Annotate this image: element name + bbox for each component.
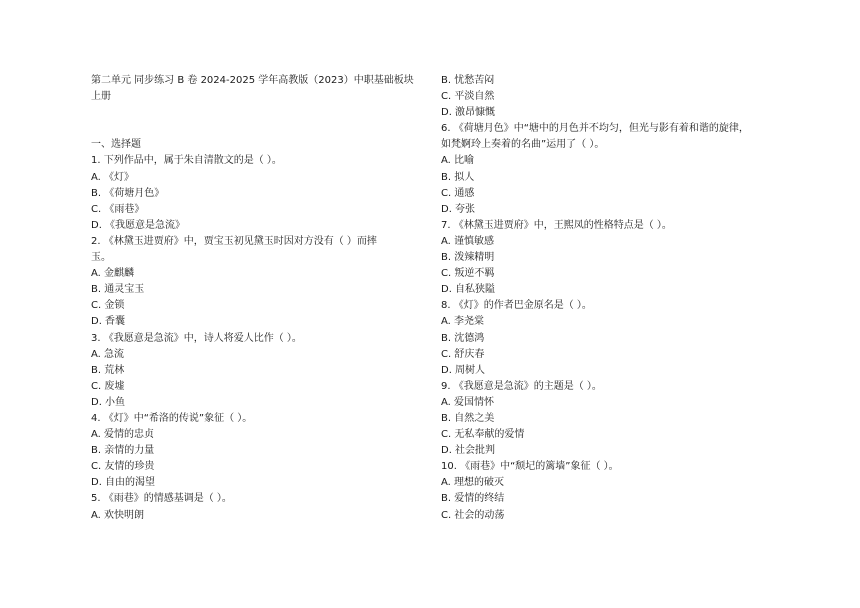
option-9d: D. 社会批判 (441, 445, 496, 457)
option-6a: A. 比喻 (441, 155, 475, 167)
document-title-line-2: 上册 (91, 91, 111, 103)
question-1: 1. 下列作品中，属于朱自清散文的是（ ）。 (91, 155, 282, 167)
option-5b: B. 忧愁苦闷 (441, 75, 495, 86)
section-heading: 一、选择题 (91, 139, 141, 151)
option-4d: D. 自由的渴望 (91, 477, 156, 489)
left-column (91, 73, 423, 524)
option-9c: C. 无私奉献的爱情 (441, 429, 525, 441)
option-3b: B. 荒林 (91, 364, 125, 376)
option-10a: A. 理想的破灭 (441, 477, 505, 489)
option-9b: B. 自然之美 (441, 412, 495, 424)
question-2-line-1: 2. 《林黛玉进贾府》中，贾宝玉初见黛玉时因对方没有（ ）而摔 (91, 235, 377, 247)
option-10c: C. 社会的动荡 (441, 509, 505, 521)
option-1a: A. 《灯》 (91, 171, 135, 183)
question-6-line-1: 6. 《荷塘月色》中“塘中的月色并不均匀，但光与影有着和谐的旋律， (441, 123, 749, 135)
option-2c: C. 金锁 (91, 300, 125, 312)
option-4c: C. 友情的珍贵 (91, 461, 155, 473)
option-7a: A. 谨慎敏感 (441, 235, 495, 247)
option-2a: A. 金麒麟 (91, 268, 135, 280)
question-10: 10. 《雨巷》中“颓圮的篱墙”象征（ ）。 (441, 461, 619, 473)
option-1d: D. 《我愿意是急流》 (91, 219, 186, 231)
option-8d: D. 周树人 (441, 364, 486, 376)
document-title-line-1: 第二单元 同步练习 B 卷 2024-2025 学年高教版（2023）中职基础板块 (91, 75, 414, 86)
option-1b: B. 《荷塘月色》 (91, 187, 165, 199)
question-3: 3. 《我愿意是急流》中，诗人将爱人比作（ ）。 (91, 332, 302, 344)
option-8c: C. 舒庆春 (441, 348, 485, 360)
option-7d: D. 自私狭隘 (441, 284, 496, 296)
question-2-line-2: 玉。 (91, 252, 111, 264)
option-9a: A. 爱国情怀 (441, 396, 495, 408)
option-7b: B. 泼辣精明 (441, 252, 495, 264)
question-9: 9. 《我愿意是急流》的主题是（ ）。 (441, 380, 602, 392)
question-7: 7. 《林黛玉进贾府》中，王熙凤的性格特点是（ ）。 (441, 219, 672, 231)
option-4b: B. 亲情的力量 (91, 445, 155, 457)
option-5c: C. 平淡自然 (441, 91, 495, 103)
option-5d: D. 激昂慷慨 (441, 107, 496, 119)
option-10b: B. 爱情的终结 (441, 493, 505, 505)
question-4: 4. 《灯》中“希洛的传说”象征（ ）。 (91, 412, 253, 424)
option-8a: A. 李尧棠 (441, 316, 485, 328)
spacer (91, 121, 423, 137)
option-8b: B. 沈德鸿 (441, 332, 485, 344)
question-6-line-2: 如梵婀玲上奏着的名曲”运用了（ ）。 (441, 139, 605, 151)
question-8: 8. 《灯》的作者巴金原名是（ ）。 (441, 300, 592, 312)
spacer (91, 105, 423, 121)
option-6c: C. 通感 (441, 187, 475, 199)
option-4a: A. 爱情的忠贞 (91, 429, 155, 441)
right-column (441, 73, 773, 524)
option-6b: B. 拟人 (441, 171, 475, 183)
option-7c: C. 叛逆不羁 (441, 268, 495, 280)
option-2d: D. 香囊 (91, 316, 126, 328)
question-5: 5. 《雨巷》的情感基调是（ ）。 (91, 493, 232, 505)
option-3d: D. 小鱼 (91, 396, 126, 408)
option-6d: D. 夸张 (441, 203, 476, 215)
option-2b: B. 通灵宝玉 (91, 284, 145, 296)
option-3c: C. 废墟 (91, 380, 125, 392)
option-1c: C. 《雨巷》 (91, 203, 145, 215)
option-3a: A. 急流 (91, 348, 125, 360)
option-5a: A. 欢快明朗 (91, 509, 145, 521)
